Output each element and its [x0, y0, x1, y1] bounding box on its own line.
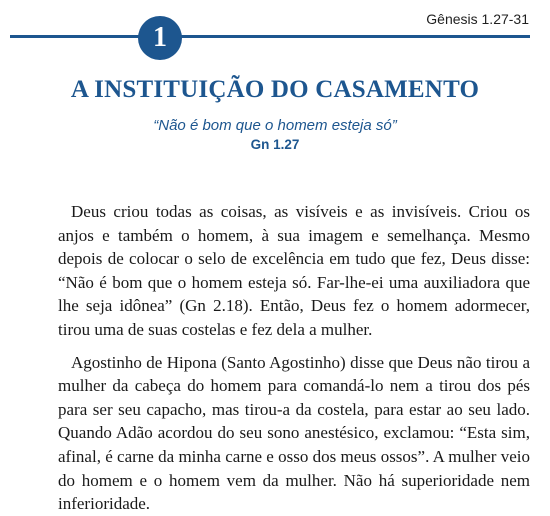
- body-text: [58, 200, 530, 516]
- scripture-reference: Gênesis 1.27-31: [426, 11, 529, 27]
- header-rule: [10, 35, 530, 38]
- paragraph-2: Agostinho de Hipona (Santo Agostinho) disse que Deus não tirou a mulher da cabeça do homem para comandá-lo nem a tirou dos pés para ser seu capacho, mas tirou-a da costela, para estar ao seu lado. Quando Adão acordou do seu sono anestésico, exclamou: “Esta sim, afinal, é carne da minha carne e osso dos meus ossos”. A mulher veio do homem e o homem vem da mulher. Não há superioridade nem inferioridade.: [58, 352, 530, 514]
- chapter-number-badge: 1: [138, 16, 182, 60]
- epigraph-quote: “Não é bom que o homem esteja só”: [153, 117, 397, 134]
- page-title: A INSTITUIÇÃO DO CASAMENTO: [70, 76, 480, 103]
- paragraph-1: Deus criou todas as coisas, as visíveis e as invisíveis. Criou os anjos e também o homem, à sua imagem e semelhança. Mesmo depois de colocar o selo de excelência em tudo que fez, Deus disse: “Não é bom que o homem esteja só. Far-lhe-ei uma auxiliadora que lhe seja idônea” (Gn 2.18). Então, Deus fez o homem adormecer, tirou uma de suas costelas e fez dela a mulher.: [58, 202, 530, 339]
- epigraph-citation: Gn 1.27: [250, 137, 300, 152]
